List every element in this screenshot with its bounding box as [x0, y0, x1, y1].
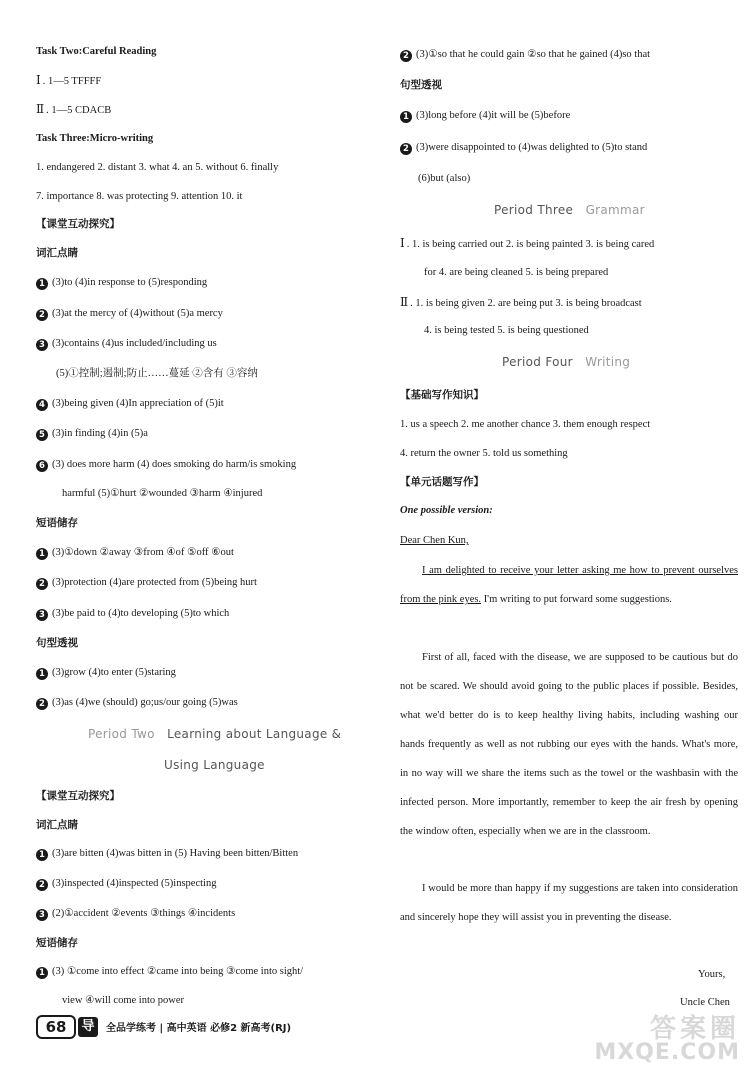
number-badge: 2 — [36, 698, 48, 710]
period-four-title: Period Four Writing — [502, 355, 631, 369]
vocab-item-3-cont: (5)①控制;遏制;防止……蔓延 ②含有 ③容纳 — [56, 368, 258, 379]
vocab2-item-2: 2 (3)inspected (4)inspected (5)inspecting — [36, 876, 216, 892]
number-badge: 1 — [36, 548, 48, 560]
grammar-part-ii: Ⅱ . 1. is being given 2. are being put 3. is being broadcast — [400, 295, 642, 309]
number-badge: 5 — [36, 429, 48, 441]
right-sentence-item-1: 1 (3)long before (4)it will be (5)before — [400, 108, 570, 124]
number-badge: 6 — [36, 460, 48, 472]
vocab-item-6-cont: harmful (5)①hurt ②wounded ③harm ④injured — [62, 488, 263, 499]
phrase2-item-1: 1 (3) ①come into effect ②came into being ③come into sight/ — [36, 964, 303, 980]
number-badge: 1 — [36, 278, 48, 290]
vocab2-item-1: 1 (3)are bitten (4)was bitten in (5) Having been bitten/Bitten — [36, 846, 298, 862]
possible-version-label: One possible version: — [400, 505, 493, 516]
letter-paragraph-1: I am delighted to receive your letter asking me how to prevent ourselves from the pink eyes. I'm writing to put forward some suggestions. — [400, 565, 738, 605]
number-badge: 1 — [36, 967, 48, 979]
grammar-part-i: Ⅰ . 1. is being carried out 2. is being painted 3. is being cared — [400, 236, 655, 250]
vocab-item-3: 3 (3)contains (4)us included/including us — [36, 336, 217, 352]
vocab2-item-3: 3 (2)①accident ②events ③things ④incidents — [36, 906, 235, 922]
number-badge: 3 — [36, 909, 48, 921]
right-phrase-item-2: 2 (3)①so that he could gain ②so that he gained (4)so that — [400, 47, 650, 63]
section-heading-jichu: 【基础写作知识】 — [400, 389, 484, 401]
number-badge: 1 — [400, 111, 412, 123]
watermark-line-2: MXQE.COM — [594, 1040, 740, 1065]
vocab-item-4: 4 (3)being given (4)In appreciation of (5)it — [36, 396, 224, 412]
number-badge: 2 — [36, 879, 48, 891]
subheading-duanyu: 短语储存 — [36, 517, 78, 529]
vocab-item-6: 6 (3) does more harm (4) does smoking do harm/is smoking — [36, 457, 296, 473]
series-title: 全品学练考 | 高中英语 必修2 新高考(RJ) — [106, 1023, 292, 1034]
watermark-line-1: 答案圈 — [649, 1014, 740, 1044]
right-sentence-item-2-cont: (6)but (also) — [418, 173, 471, 184]
phrase2-item-1-cont: view ④will come into power — [62, 995, 184, 1006]
right-sentence-item-2: 2 (3)were disappointed to (4)was delighted to (5)to stand — [400, 140, 647, 156]
vocab-item-2: 2 (3)at the mercy of (4)without (5)a mercy — [36, 306, 223, 322]
period-three-title: Period Three Grammar — [494, 203, 645, 217]
section-heading-danyuan: 【单元话题写作】 — [400, 476, 484, 488]
vocab-item-5: 5 (3)in finding (4)in (5)a — [36, 426, 148, 442]
task3-heading: Task Three:Micro-writing — [36, 133, 154, 144]
period-two-title: Period Two Learning about Language & — [88, 727, 342, 741]
grammar-part-ii-cont: 4. is being tested 5. is being questioned — [424, 325, 589, 336]
subheading-juxing-2: 句型透视 — [400, 79, 442, 91]
number-badge: 2 — [36, 578, 48, 590]
subheading-juxing: 句型透视 — [36, 637, 78, 649]
vocab-item-1: 1 (3)to (4)in response to (5)responding — [36, 275, 207, 291]
phrase-item-3: 3 (3)be paid to (4)to developing (5)to which — [36, 606, 229, 622]
phrase-item-1: 1 (3)①down ②away ③from ④of ⑤off ⑥out — [36, 545, 234, 561]
task3-line-1: 1. endangered 2. distant 3. what 4. an 5. without 6. finally — [36, 162, 279, 173]
subheading-cihui-2: 词汇点睛 — [36, 819, 78, 831]
section-heading-ketang-2: 【课堂互动探究】 — [36, 790, 120, 802]
letter-paragraph-2: First of all, faced with the disease, we are supposed to be cautious but do not be scared. We should avoid going to the public places if possible. Besides, what we'd better do is to keep healthy living habits, including washing our hands frequently as well as not rubbing our eyes with the hands. What's more, in no way will we share the items such as the towel or the washbasin with the infected person. More importantly, remember to keep the air fresh by opening the window often, especially when we are in the classroom. — [400, 652, 738, 837]
number-badge: 2 — [400, 50, 412, 62]
page-number: 68 — [36, 1015, 76, 1039]
grammar-part-i-cont: for 4. are being cleaned 5. is being prepared — [424, 267, 609, 278]
task2-heading: Task Two:Careful Reading — [36, 46, 157, 57]
letter-closing: Yours, — [698, 969, 726, 980]
task2-part-i: Ⅰ . 1—5 TFFFF — [36, 73, 102, 87]
period-two-subtitle: Using Language — [164, 758, 265, 772]
writing-basics-line-2: 4. return the owner 5. told us something — [400, 448, 568, 459]
publisher-logo-icon: 导 — [78, 1017, 98, 1037]
number-badge: 3 — [36, 339, 48, 351]
page-footer — [36, 1015, 356, 1039]
watermark — [590, 1008, 740, 1068]
letter-signature: Uncle Chen — [680, 997, 730, 1008]
phrase-item-2: 2 (3)protection (4)are protected from (5)being hurt — [36, 575, 257, 591]
number-badge: 1 — [36, 668, 48, 680]
subheading-cihui: 词汇点睛 — [36, 247, 78, 259]
sentence-item-2: 2 (3)as (4)we (should) go;us/our going (5)was — [36, 695, 238, 711]
section-heading-ketang: 【课堂互动探究】 — [36, 218, 120, 230]
writing-basics-line-1: 1. us a speech 2. me another chance 3. them enough respect — [400, 419, 651, 430]
sentence-item-1: 1 (3)grow (4)to enter (5)staring — [36, 665, 176, 681]
letter-paragraph-3: I would be more than happy if my suggestions are taken into consideration and sincerely hope they will assist you in preventing the disease. — [400, 883, 738, 923]
number-badge: 3 — [36, 609, 48, 621]
task2-part-ii: Ⅱ . 1—5 CDACB — [36, 102, 112, 116]
number-badge: 2 — [400, 143, 412, 155]
number-badge: 2 — [36, 309, 48, 321]
task3-line-2: 7. importance 8. was protecting 9. attention 10. it — [36, 191, 243, 202]
subheading-duanyu-2: 短语储存 — [36, 937, 78, 949]
letter-greeting: Dear Chen Kun, — [400, 535, 469, 546]
number-badge: 4 — [36, 399, 48, 411]
number-badge: 1 — [36, 849, 48, 861]
